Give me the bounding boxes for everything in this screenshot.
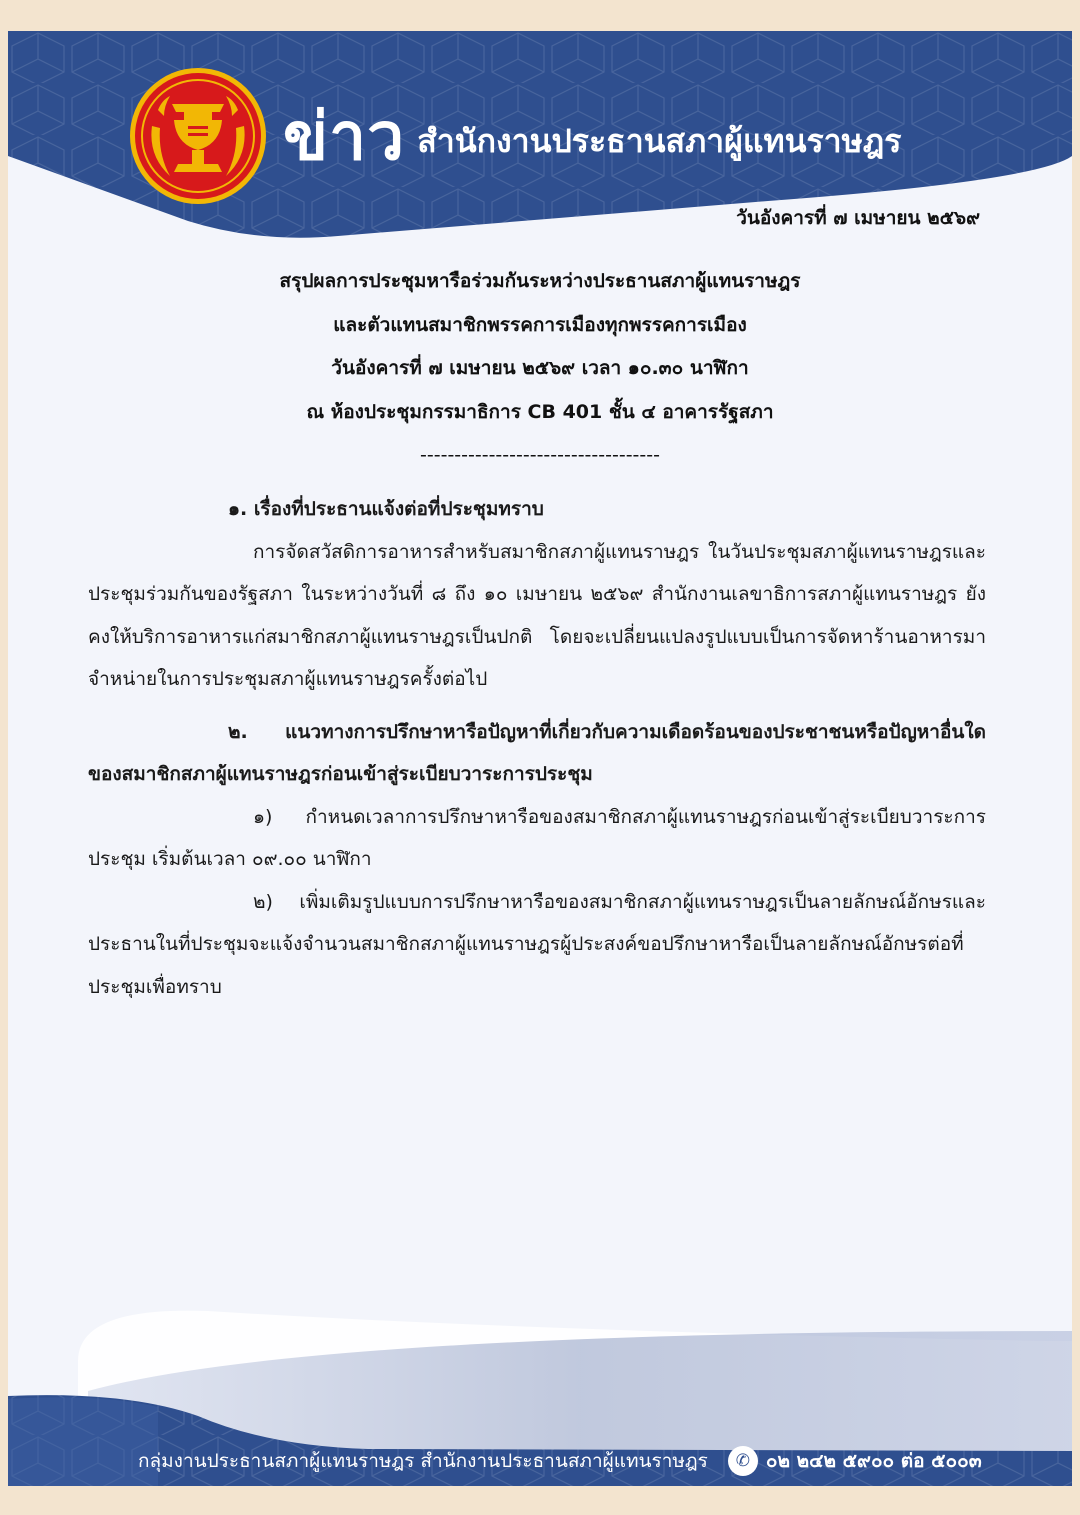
section-2-heading: ๒. แนวทางการปรึกษาหารือปัญหาที่เกี่ยวกับความเดือดร้อนของประชาชนหรือปัญหาอื่นใด ของสมาชิกสภาผู้แทนราษฎรก่อนเข้าสู่ระเบียบวาระการประชุม [88,720,986,785]
footer [138,1446,982,1476]
title-divider: ----------------------------------- [420,444,660,466]
publish-date: วันอังคารที่ ๗ เมษายน ๒๕๖๙ [736,207,980,229]
section-2-item-2: ๒) เพิ่มเติมรูปแบบการปรึกษาหารือของสมาชิกสภาผู้แทนราษฎรเป็นลายลักษณ์อักษรและประธานในที่ประชุมจะแจ้งจำนวนสมาชิกสภาผู้แทนราษฎรผู้ประสงค์ขอปรึกษาหารือเป็นลายลักษณ์อักษรต่อที่ประชุมเพื่อทราบ [88,890,986,998]
phone-icon: ✆ [728,1446,758,1476]
org-name: สำนักงานประธานสภาผู้แทนราษฎร [417,121,902,160]
title-line-2: และตัวแทนสมาชิกพรรคการเมืองทุกพรรคการเมือง [333,313,747,336]
parliament-emblem-logo [128,66,268,206]
footer-phone-number: ๐๒ ๒๔๒ ๕๙๐๐ ต่อ ๕๐๐๓ [765,1450,982,1472]
brand-word: ข่าว [283,97,406,175]
title-line-3: วันอังคารที่ ๗ เมษายน ๒๕๖๙ เวลา ๑๐.๓๐ นาฬิกา [331,357,749,379]
title-line-4: ณ ห้องประชุมกรรมาธิการ CB 401 ชั้น ๔ อาคารรัฐสภา [306,400,774,423]
header-title [283,86,901,186]
footer-org-text: กลุ่มงานประธานสภาผู้แทนราษฎร สำนักงานประธานสภาผู้แทนราษฎร [138,1450,708,1472]
section-1-heading: ๑. เรื่องที่ประธานแจ้งต่อที่ประชุมทราบ [228,498,544,520]
title-line-1: สรุปผลการประชุมหารือร่วมกันระหว่างประธานสภาผู้แทนราษฎร [279,270,801,292]
section-2-item-1: ๑) กำหนดเวลาการปรึกษาหารือของสมาชิกสภาผู้แทนราษฎรก่อนเข้าสู่ระเบียบวาระการประชุม เริ่มต้นเวลา ๐๙.๐๐ นาฬิกา [88,805,986,870]
document-body [88,488,986,1008]
document-title [0,260,1080,478]
section-1-paragraph: การจัดสวัสดิการอาหารสำหรับสมาชิกสภาผู้แทนราษฎร ในวันประชุมสภาผู้แทนราษฎรและประชุมร่วมกันของรัฐสภา ในระหว่างวันที่ ๘ ถึง ๑๐ เมษายน ๒๕๖๙ สำนักงานเลขาธิการสภาผู้แทนราษฎร ยังคงให้บริการอาหารแก่สมาชิกสภาผู้แทนราษฎรเป็นปกติ โดยจะเปลี่ยนแปลงรูปแบบเป็นการจัดหาร้านอาหารมาจำหน่ายในการประชุมสภาผู้แทนราษฎรครั้งต่อไป [88,540,986,690]
